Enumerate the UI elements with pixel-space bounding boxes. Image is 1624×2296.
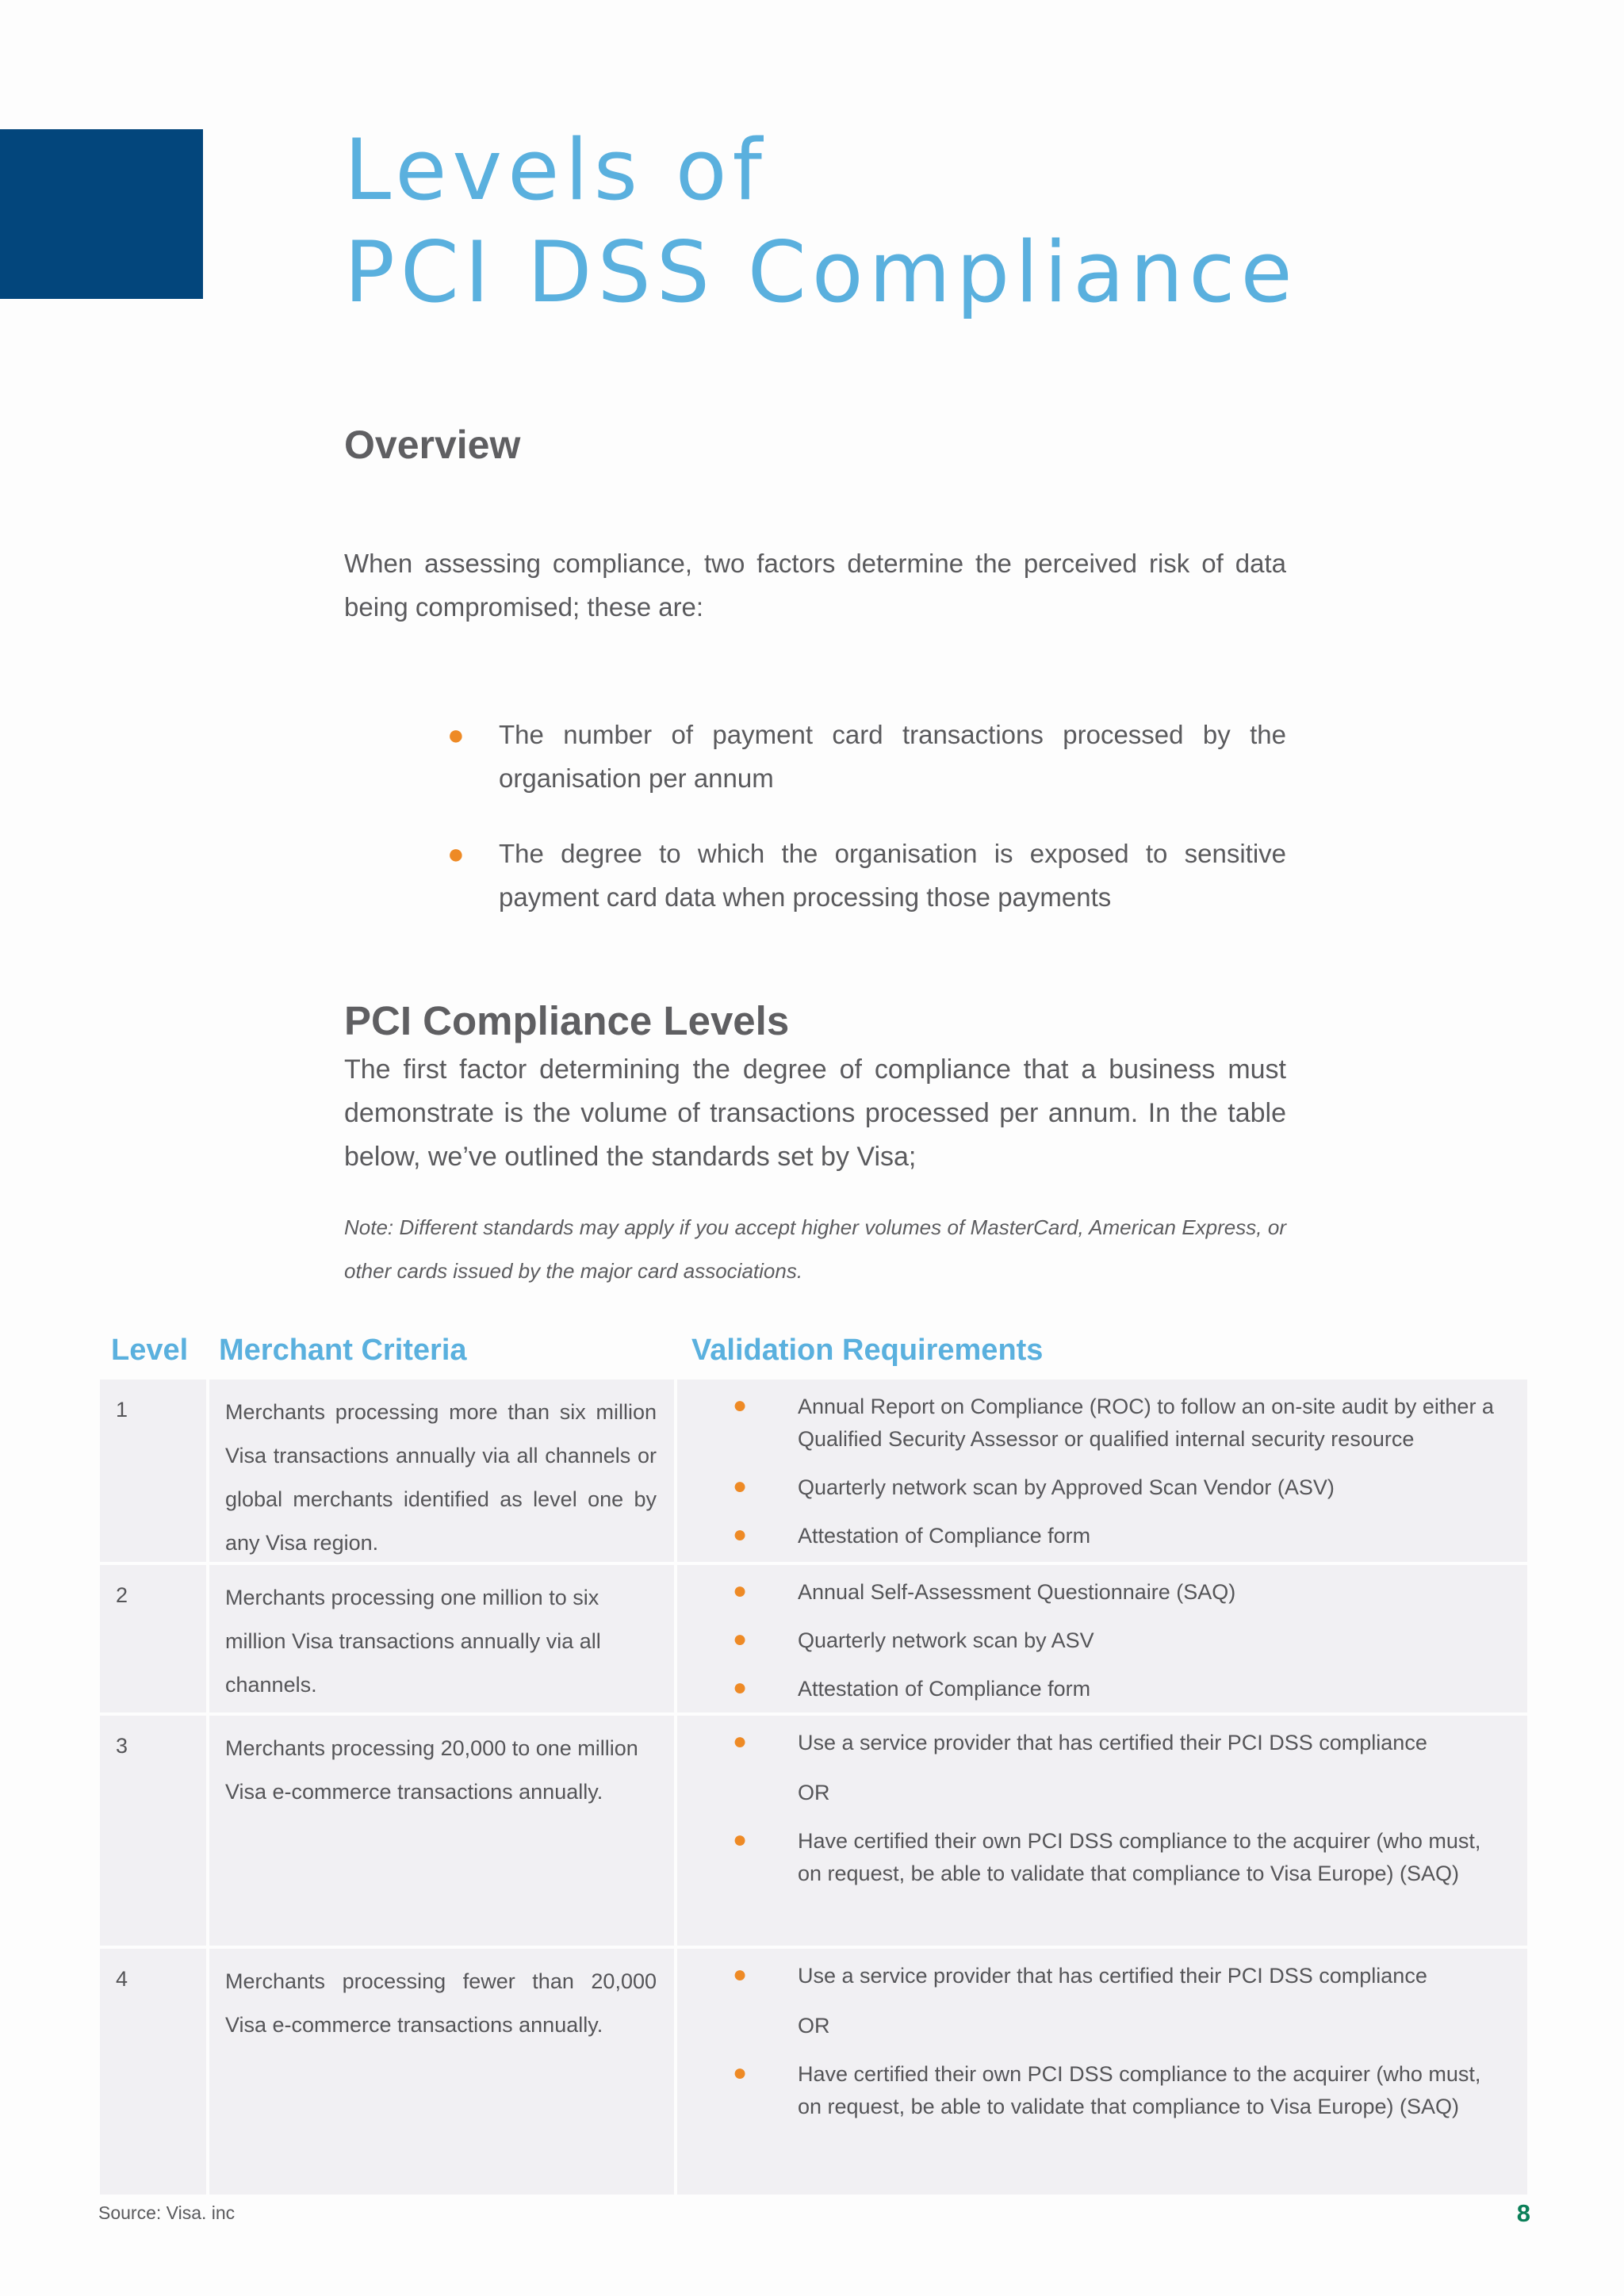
page-title-line1: Levels of — [344, 121, 768, 219]
requirement-text: Have certified their own PCI DSS compliance to the acquirer (who must, on request, be able to validate that compliance to Visa Europe) (SAQ) — [798, 2062, 1481, 2118]
requirement-text: Annual Report on Compliance (ROC) to follow an on-site audit by either a Qualified Security Assessor or qualified internal security resource — [798, 1395, 1494, 1451]
requirement-text: Attestation of Compliance form — [798, 1677, 1091, 1701]
overview-heading: Overview — [344, 423, 521, 467]
overview-intro: When assessing compliance, two factors determine the perceived risk of data being compromised; these are: — [344, 549, 1286, 622]
or-separator: OR — [798, 2014, 830, 2038]
requirement-text: Annual Self-Assessment Questionnaire (SAQ) — [798, 1580, 1236, 1604]
list-item — [447, 832, 1286, 919]
table-row — [100, 1380, 1527, 1565]
compliance-levels-text: The first factor determining the degree of compliance that a business must demonstrate is the volume of transactions processed per annum. In the table below, we’ve outlined the standards set by Visa; — [344, 1054, 1286, 1172]
bullet-icon: ● — [733, 1626, 748, 1652]
criteria-cell: Merchants processing more than six million Visa transactions annually via all channels or global merchants identified as level one by any Visa region. — [209, 1380, 677, 1562]
compliance-note: Note: Different standards may apply if you accept higher volumes of MasterCard, American Express, or other cards issued by the major card associations. — [344, 1215, 1286, 1283]
requirement-text: Attestation of Compliance form — [798, 1524, 1091, 1548]
table-row — [100, 1716, 1527, 1949]
bullet-icon: ● — [733, 1473, 748, 1499]
requirement-text: Use a service provider that has certified their PCI DSS compliance — [798, 1964, 1427, 1988]
bullet-icon: ● — [733, 1827, 748, 1853]
requirements-cell — [677, 1565, 1527, 1712]
bullet-icon: ● — [447, 718, 465, 751]
requirement-item — [733, 1624, 1503, 1657]
bullet-icon: ● — [733, 2060, 748, 2086]
requirements-cell — [677, 1949, 1527, 2195]
requirements-cell — [677, 1380, 1527, 1562]
compliance-levels-heading: PCI Compliance Levels — [344, 998, 790, 1043]
requirement-item — [733, 1391, 1503, 1456]
requirement-text: Quarterly network scan by Approved Scan Vendor (ASV) — [798, 1475, 1335, 1499]
requirement-item — [733, 2058, 1503, 2123]
requirement-item — [733, 1673, 1503, 1705]
page-title-line2: PCI DSS Compliance — [344, 224, 1298, 321]
criteria-cell: Merchants processing 20,000 to one million Visa e-commerce transactions annually. — [209, 1716, 677, 1946]
list-item-text: The number of payment card transactions processed by the organisation per annum — [499, 720, 1286, 793]
bullet-icon: ● — [733, 1521, 748, 1548]
requirement-text: Quarterly network scan by ASV — [798, 1628, 1094, 1652]
or-separator: OR — [798, 1781, 830, 1804]
bullet-icon: ● — [733, 1674, 748, 1701]
bullet-icon: ● — [733, 1728, 748, 1755]
list-item — [447, 713, 1286, 800]
page-title — [344, 119, 1298, 323]
bullet-icon: ● — [733, 1961, 748, 1988]
level-cell: 2 — [100, 1565, 209, 1712]
table-header-merchant-criteria: Merchant Criteria — [219, 1334, 467, 1367]
bullet-icon: ● — [733, 1578, 748, 1604]
criteria-cell: Merchants processing one million to six million Visa transactions annually via all channels. — [209, 1565, 677, 1712]
requirement-item — [733, 1471, 1503, 1504]
corner-color-block — [0, 129, 203, 299]
table-header-validation-requirements: Validation Requirements — [691, 1334, 1044, 1367]
table-row — [100, 1949, 1527, 2198]
bullet-icon: ● — [733, 1392, 748, 1418]
requirement-item — [733, 1727, 1503, 1759]
requirement-item — [733, 1520, 1503, 1552]
level-cell: 4 — [100, 1949, 209, 2195]
requirements-cell — [677, 1716, 1527, 1946]
page-number: 8 — [1516, 2199, 1530, 2227]
criteria-cell: Merchants processing fewer than 20,000 Visa e-commerce transactions annually. — [209, 1949, 677, 2195]
bullet-icon: ● — [447, 837, 465, 870]
level-cell: 1 — [100, 1380, 209, 1562]
table-header-level: Level — [111, 1334, 189, 1367]
source-note: Source: Visa. inc — [98, 2202, 236, 2223]
requirement-item — [733, 1825, 1503, 1890]
level-cell: 3 — [100, 1716, 209, 1946]
compliance-levels-table — [100, 1380, 1527, 2198]
table-row — [100, 1565, 1527, 1716]
list-item-text: The degree to which the organisation is exposed to sensitive payment card data when processing those payments — [499, 839, 1286, 912]
overview-bullet-list — [447, 713, 1286, 951]
requirement-text: Use a service provider that has certified their PCI DSS compliance — [798, 1731, 1427, 1755]
requirement-text: Have certified their own PCI DSS compliance to the acquirer (who must, on request, be able to validate that compliance to Visa Europe) (SAQ) — [798, 1829, 1481, 1885]
requirement-item — [733, 1576, 1503, 1609]
requirement-item — [733, 1960, 1503, 1992]
